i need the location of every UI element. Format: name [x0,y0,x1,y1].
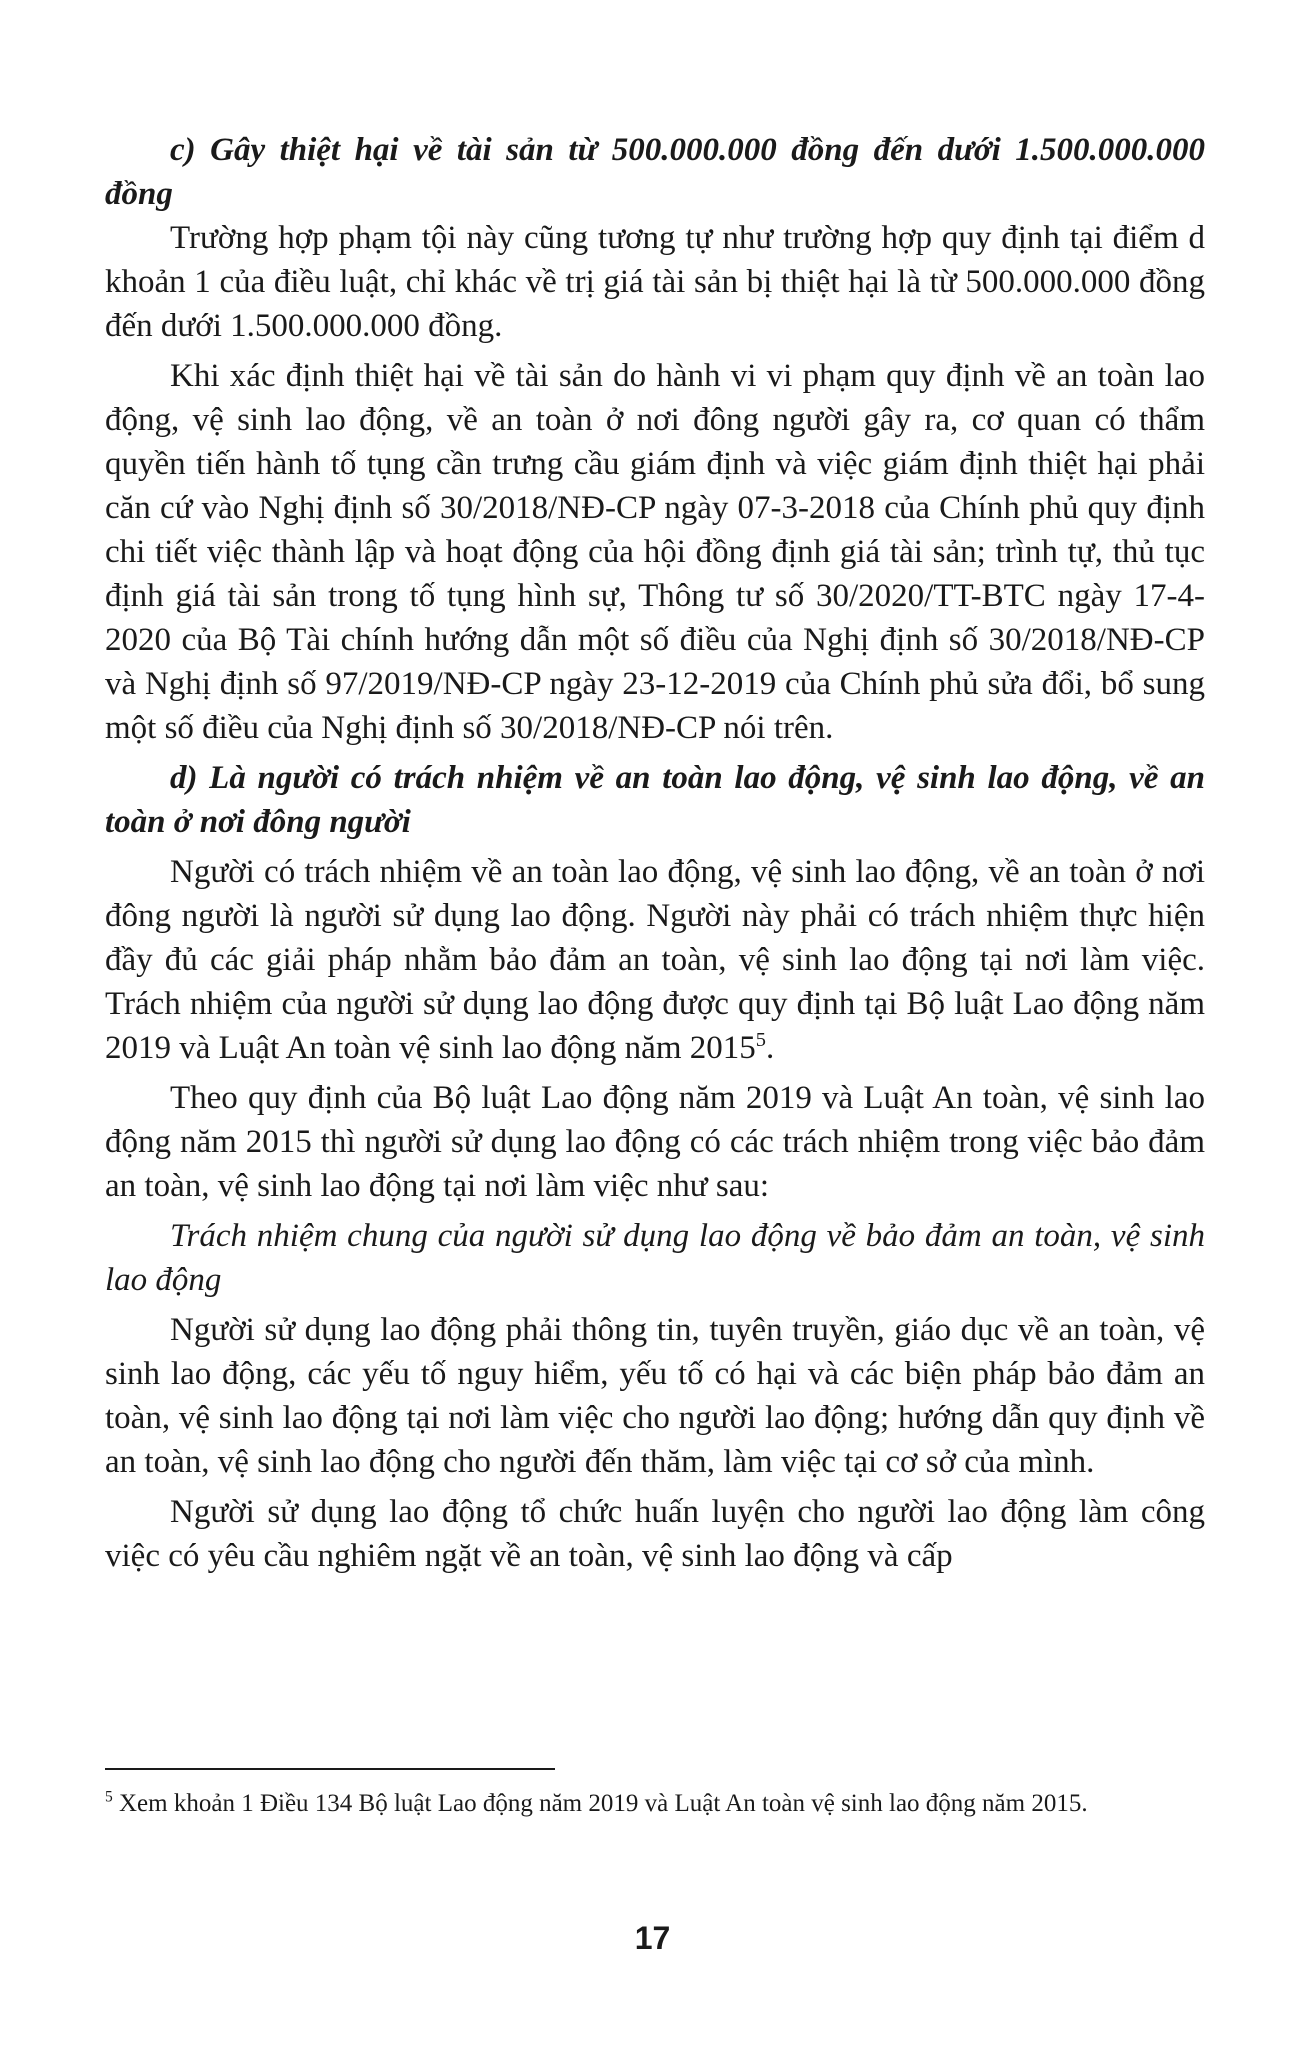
footnote-text: Xem khoản 1 Điều 134 Bộ luật Lao động năm 2019 và Luật An toàn vệ sinh lao động năm 2015. [112,1790,1088,1817]
section-d-paragraph-1-end: . [765,1030,775,1066]
section-d-paragraph-3: Người sử dụng lao động phải thông tin, tuyên truyền, giáo dục về an toàn, vệ sinh lao động, các yếu tố nguy hiểm, yếu tố có hại và các biện pháp bảo đảm an toàn, vệ sinh lao động tại nơi làm việc cho người lao động; hướng dẫn quy định về an toàn, vệ sinh lao động cho người đến thăm, làm việc tại cơ sở của mình. [105,1312,1205,1480]
section-d-paragraph-2: Theo quy định của Bộ luật Lao động năm 2019 và Luật An toàn, vệ sinh lao động năm 2015 thì người sử dụng lao động có các trách nhiệm trong việc bảo đảm an toàn, vệ sinh lao động tại nơi làm việc như sau: [105,1080,1205,1204]
footnote-marker: 5 [105,1788,113,1806]
footnote [105,1786,1205,1822]
section-d-heading: d) Là người có trách nhiệm về an toàn lao động, vệ sinh lao động, về an toàn ở nơi đông người [105,760,1205,840]
section-d-paragraph-1-text: Người có trách nhiệm về an toàn lao động, vệ sinh lao động, về an toàn ở nơi đông người là người sử dụng lao động. Người này phải có trách nhiệm thực hiện đầy đủ các giải pháp nhằm bảo đảm an toàn, vệ sinh lao động tại nơi làm việc. Trách nhiệm của người sử dụng lao động được quy định tại Bộ luật Lao động năm 2019 và Luật An toàn vệ sinh lao động năm 2015 [105,854,1205,1066]
footnote-divider [105,1768,555,1770]
page-number: 17 [634,1920,671,1956]
section-d-subheading: Trách nhiệm chung của người sử dụng lao động về bảo đảm an toàn, vệ sinh lao động [105,1218,1205,1298]
section-d-paragraph-4: Người sử dụng lao động tổ chức huấn luyện cho người lao động làm công việc có yêu cầu nghiêm ngặt về an toàn, vệ sinh lao động và cấp [105,1494,1205,1574]
section-c-paragraph-1: Trường hợp phạm tội này cũng tương tự như trường hợp quy định tại điểm d khoản 1 của điều luật, chỉ khác về trị giá tài sản bị thiệt hại là từ 500.000.000 đồng đến dưới 1.500.000.000 đồng. [105,220,1205,344]
footnote-reference: 5 [755,1029,766,1051]
section-c-paragraph-2: Khi xác định thiệt hại về tài sản do hành vi vi phạm quy định về an toàn lao động, vệ sinh lao động, về an toàn ở nơi đông người gây ra, cơ quan có thẩm quyền tiến hành tố tụng cần trưng cầu giám định và việc giám định thiệt hại phải căn cứ vào Nghị định số 30/2018/NĐ-CP ngày 07-3-2018 của Chính phủ quy định chi tiết việc thành lập và hoạt động của hội đồng định giá tài sản; trình tự, thủ tục định giá tài sản trong tố tụng hình sự, Thông tư số 30/2020/TT-BTC ngày 17-4-2020 của Bộ Tài chính hướng dẫn một số điều của Nghị định số 30/2018/NĐ-CP và Nghị định số 97/2019/NĐ-CP ngày 23-12-2019 của Chính phủ sửa đổi, bổ sung một số điều của Nghị định số 30/2018/NĐ-CP nói trên. [105,358,1205,746]
section-d-paragraph-1 [105,850,1205,1070]
section-c-heading: c) Gây thiệt hại về tài sản từ 500.000.000 đồng đến dưới 1.500.000.000 đồng [105,132,1205,212]
